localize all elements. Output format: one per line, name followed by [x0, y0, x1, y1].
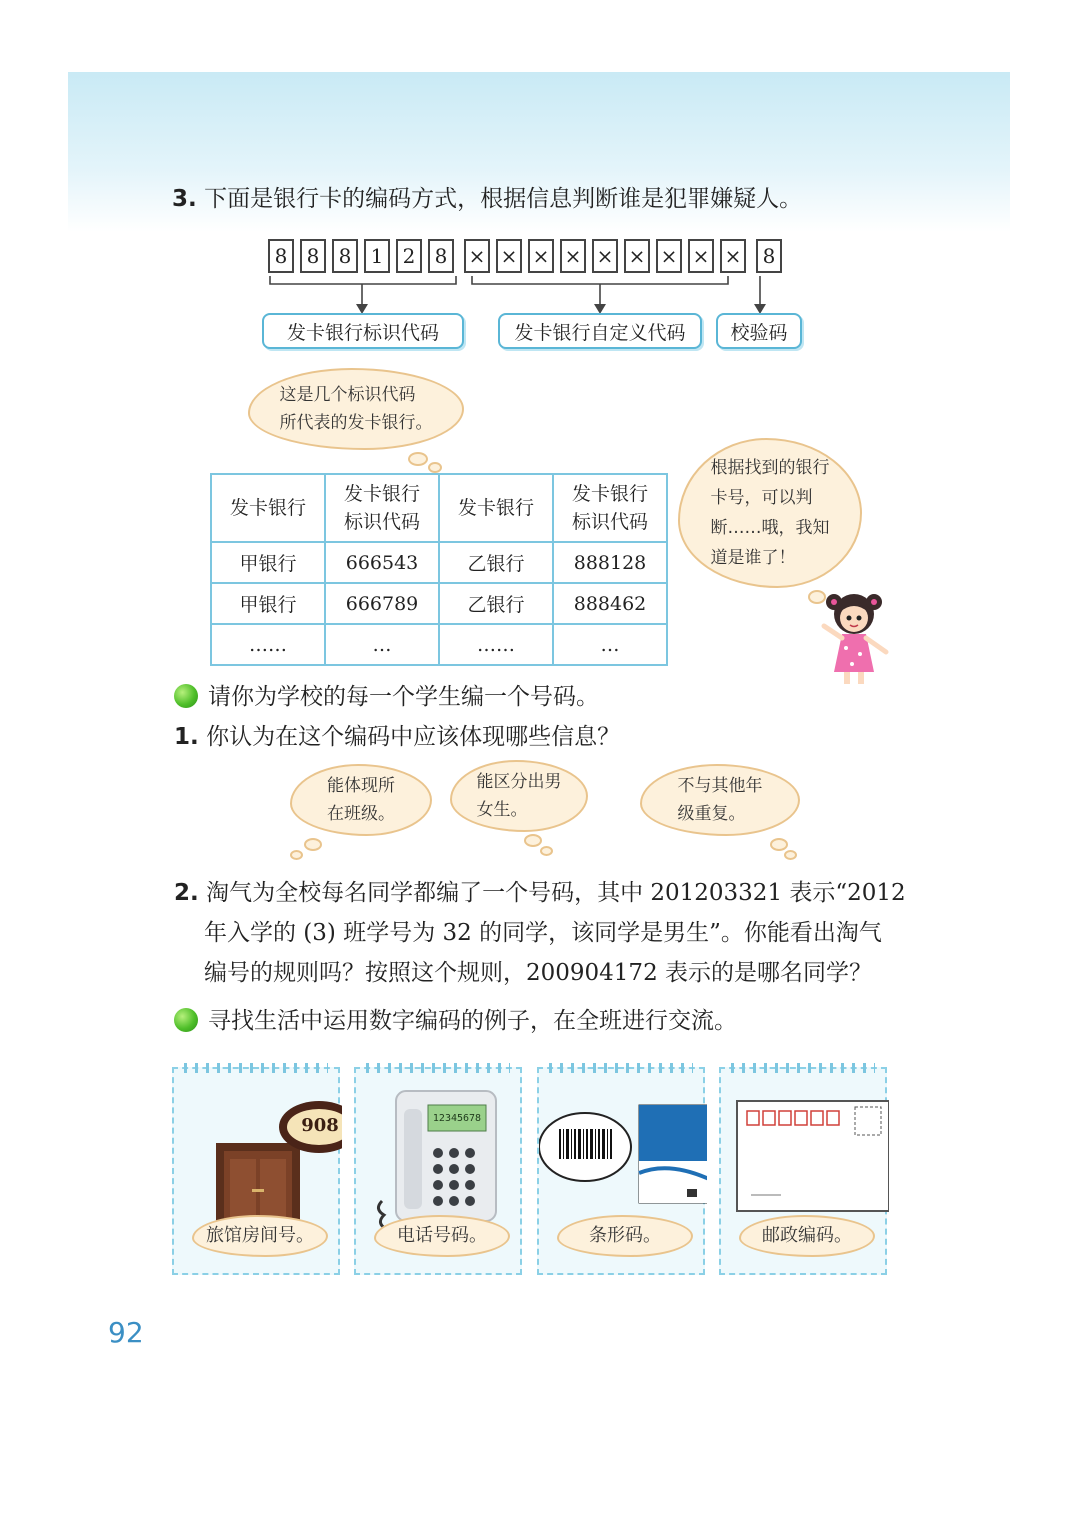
- page-number: 92: [108, 1316, 144, 1349]
- digit-box: ×: [720, 239, 746, 273]
- table-row: 甲银行 666789 乙银行 888462: [211, 583, 667, 624]
- bubble-puff: [290, 850, 303, 860]
- digit-box: 8: [300, 239, 326, 273]
- bank-code-table: [210, 473, 668, 666]
- thought-bubble-gender: 能区分出男 女生。: [450, 760, 588, 832]
- bracket-custom: [472, 276, 728, 284]
- table-header-row: [211, 474, 667, 542]
- thought-bubble-banks: 这是几个标识代码 所代表的发卡银行。: [248, 368, 464, 450]
- thought-bubble-class: 能体现所 在班级。: [290, 764, 432, 836]
- question-2-line-3: 编号的规则吗？按照这个规则，200904172 表示的是哪名同学？: [204, 960, 873, 986]
- label-issuer-code: 发卡银行标识代码: [262, 313, 464, 349]
- digit-box: 1: [364, 239, 390, 273]
- example-card-phone: [354, 1067, 522, 1275]
- activity-1-question-2: 2. 淘气为全校每名同学都编了一个号码，其中 201203321 表示“2012: [174, 880, 906, 906]
- table-header: 发卡银行: [211, 474, 325, 542]
- digit-box: ×: [592, 239, 618, 273]
- digit-box: ×: [560, 239, 586, 273]
- digit-box: 8: [268, 239, 294, 273]
- table-header: 发卡银行标识代码: [325, 474, 439, 542]
- digit-box: ×: [528, 239, 554, 273]
- bubble-puff: [784, 850, 797, 860]
- caption-phone: 电话号码。: [374, 1215, 510, 1257]
- girl-illustration: [812, 588, 902, 688]
- question-3: 3. 下面是银行卡的编码方式，根据信息判断谁是犯罪嫌疑人。: [172, 186, 803, 212]
- bracket-issuer: [270, 276, 456, 284]
- bubble-puff: [408, 452, 428, 466]
- bracket-arrows: [0, 0, 1080, 330]
- bubble-puff: [428, 462, 442, 473]
- activity-1-title: 请你为学校的每一个学生编一个号码。: [208, 684, 599, 710]
- green-bullet-icon: [174, 684, 198, 708]
- thought-bubble-girl: 根据找到的银行 卡号，可以判 断……哦，我知 道是谁了！: [678, 438, 862, 588]
- digit-box: 8: [332, 239, 358, 273]
- bubble-puff: [540, 846, 553, 856]
- bubble-puff: [524, 834, 542, 847]
- bubble-puff: [770, 838, 788, 851]
- question-2-line-2: 年入学的 (3) 班学号为 32 的同学，该同学是男生”。你能看出淘气: [204, 920, 882, 946]
- digit-box: ×: [464, 239, 490, 273]
- label-check-code: 校验码: [716, 313, 802, 349]
- table-row: 甲银行 666543 乙银行 888128: [211, 542, 667, 583]
- label-custom-code: 发卡银行自定义代码: [498, 313, 702, 349]
- phone-display: 12345678: [432, 1113, 482, 1124]
- example-card-postal: [719, 1067, 887, 1275]
- table-header: 发卡银行: [439, 474, 553, 542]
- digit-box: 2: [396, 239, 422, 273]
- room-number: 908: [301, 1115, 339, 1136]
- caption-postal: 邮政编码。: [739, 1215, 875, 1257]
- digit-box: 8: [428, 239, 454, 273]
- digit-box: 8: [756, 239, 782, 273]
- caption-hotel: 旅馆房间号。: [192, 1215, 328, 1257]
- digit-box: ×: [688, 239, 714, 273]
- green-bullet-icon: [174, 1008, 198, 1032]
- table-row: …… … …… …: [211, 624, 667, 665]
- activity-2-title: 寻找生活中运用数字编码的例子，在全班进行交流。: [208, 1008, 737, 1034]
- example-card-barcode: [537, 1067, 705, 1275]
- thought-bubble-grade: 不与其他年 级重复。: [640, 764, 800, 836]
- table-header: 发卡银行标识代码: [553, 474, 667, 542]
- digit-box: ×: [624, 239, 650, 273]
- digit-box: ×: [656, 239, 682, 273]
- activity-1-question-1: 1. 你认为在这个编码中应该体现哪些信息？: [174, 724, 621, 750]
- caption-barcode: 条形码。: [557, 1215, 693, 1257]
- bubble-puff: [304, 838, 322, 851]
- example-card-hotel: [172, 1067, 340, 1275]
- digit-box: ×: [496, 239, 522, 273]
